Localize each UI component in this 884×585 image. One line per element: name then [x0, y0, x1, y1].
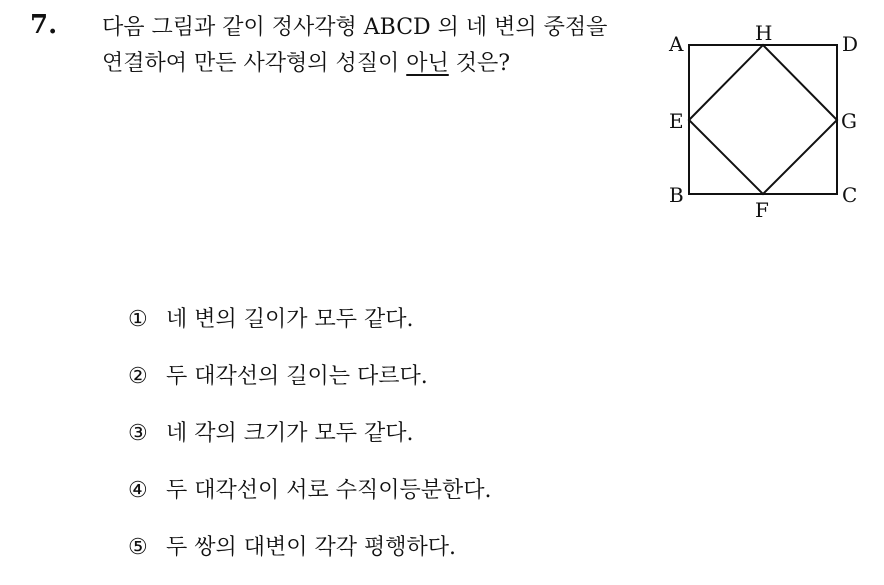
- choice-mark: ②: [128, 364, 148, 389]
- choice-2[interactable]: [128, 357, 492, 414]
- choice-mark: ①: [128, 307, 148, 332]
- choice-3[interactable]: [128, 414, 492, 471]
- label-c: C: [842, 183, 858, 207]
- underlined-word: 아닌: [406, 51, 449, 76]
- answer-choices: [128, 300, 492, 585]
- label-b: B: [669, 183, 684, 207]
- label-g: G: [841, 109, 857, 133]
- square-figure: [665, 18, 865, 218]
- choice-1[interactable]: [128, 300, 492, 357]
- choice-mark: ③: [128, 421, 148, 446]
- stem-text-end: 것은?: [448, 51, 511, 76]
- label-a: A: [669, 32, 684, 56]
- choice-mark: ⑤: [128, 535, 148, 560]
- label-e: E: [669, 109, 684, 133]
- choice-text: 두 대각선의 길이는 다르다.: [166, 364, 428, 389]
- choice-text: 두 쌍의 대변이 각각 평행하다.: [166, 535, 456, 560]
- choice-5[interactable]: [128, 528, 492, 585]
- square-abcd: [689, 45, 837, 194]
- question-stem: [102, 10, 632, 82]
- label-f: F: [755, 198, 769, 218]
- choice-mark: ④: [128, 478, 148, 503]
- choice-text: 두 대각선이 서로 수직이등분한다.: [166, 478, 492, 503]
- question-number: 7.: [30, 10, 58, 40]
- label-d: D: [842, 32, 859, 56]
- stem-text: 다음 그림과 같이 정사각형 ABCD 의 네 변의 중점을 연결하여 만든 사각형의 성질이: [102, 15, 608, 76]
- choice-text: 네 각의 크기가 모두 같다.: [166, 421, 414, 446]
- choice-4[interactable]: [128, 471, 492, 528]
- label-h: H: [755, 21, 773, 45]
- inner-quadrilateral: [689, 45, 837, 194]
- choice-text: 네 변의 길이가 모두 같다.: [166, 307, 414, 332]
